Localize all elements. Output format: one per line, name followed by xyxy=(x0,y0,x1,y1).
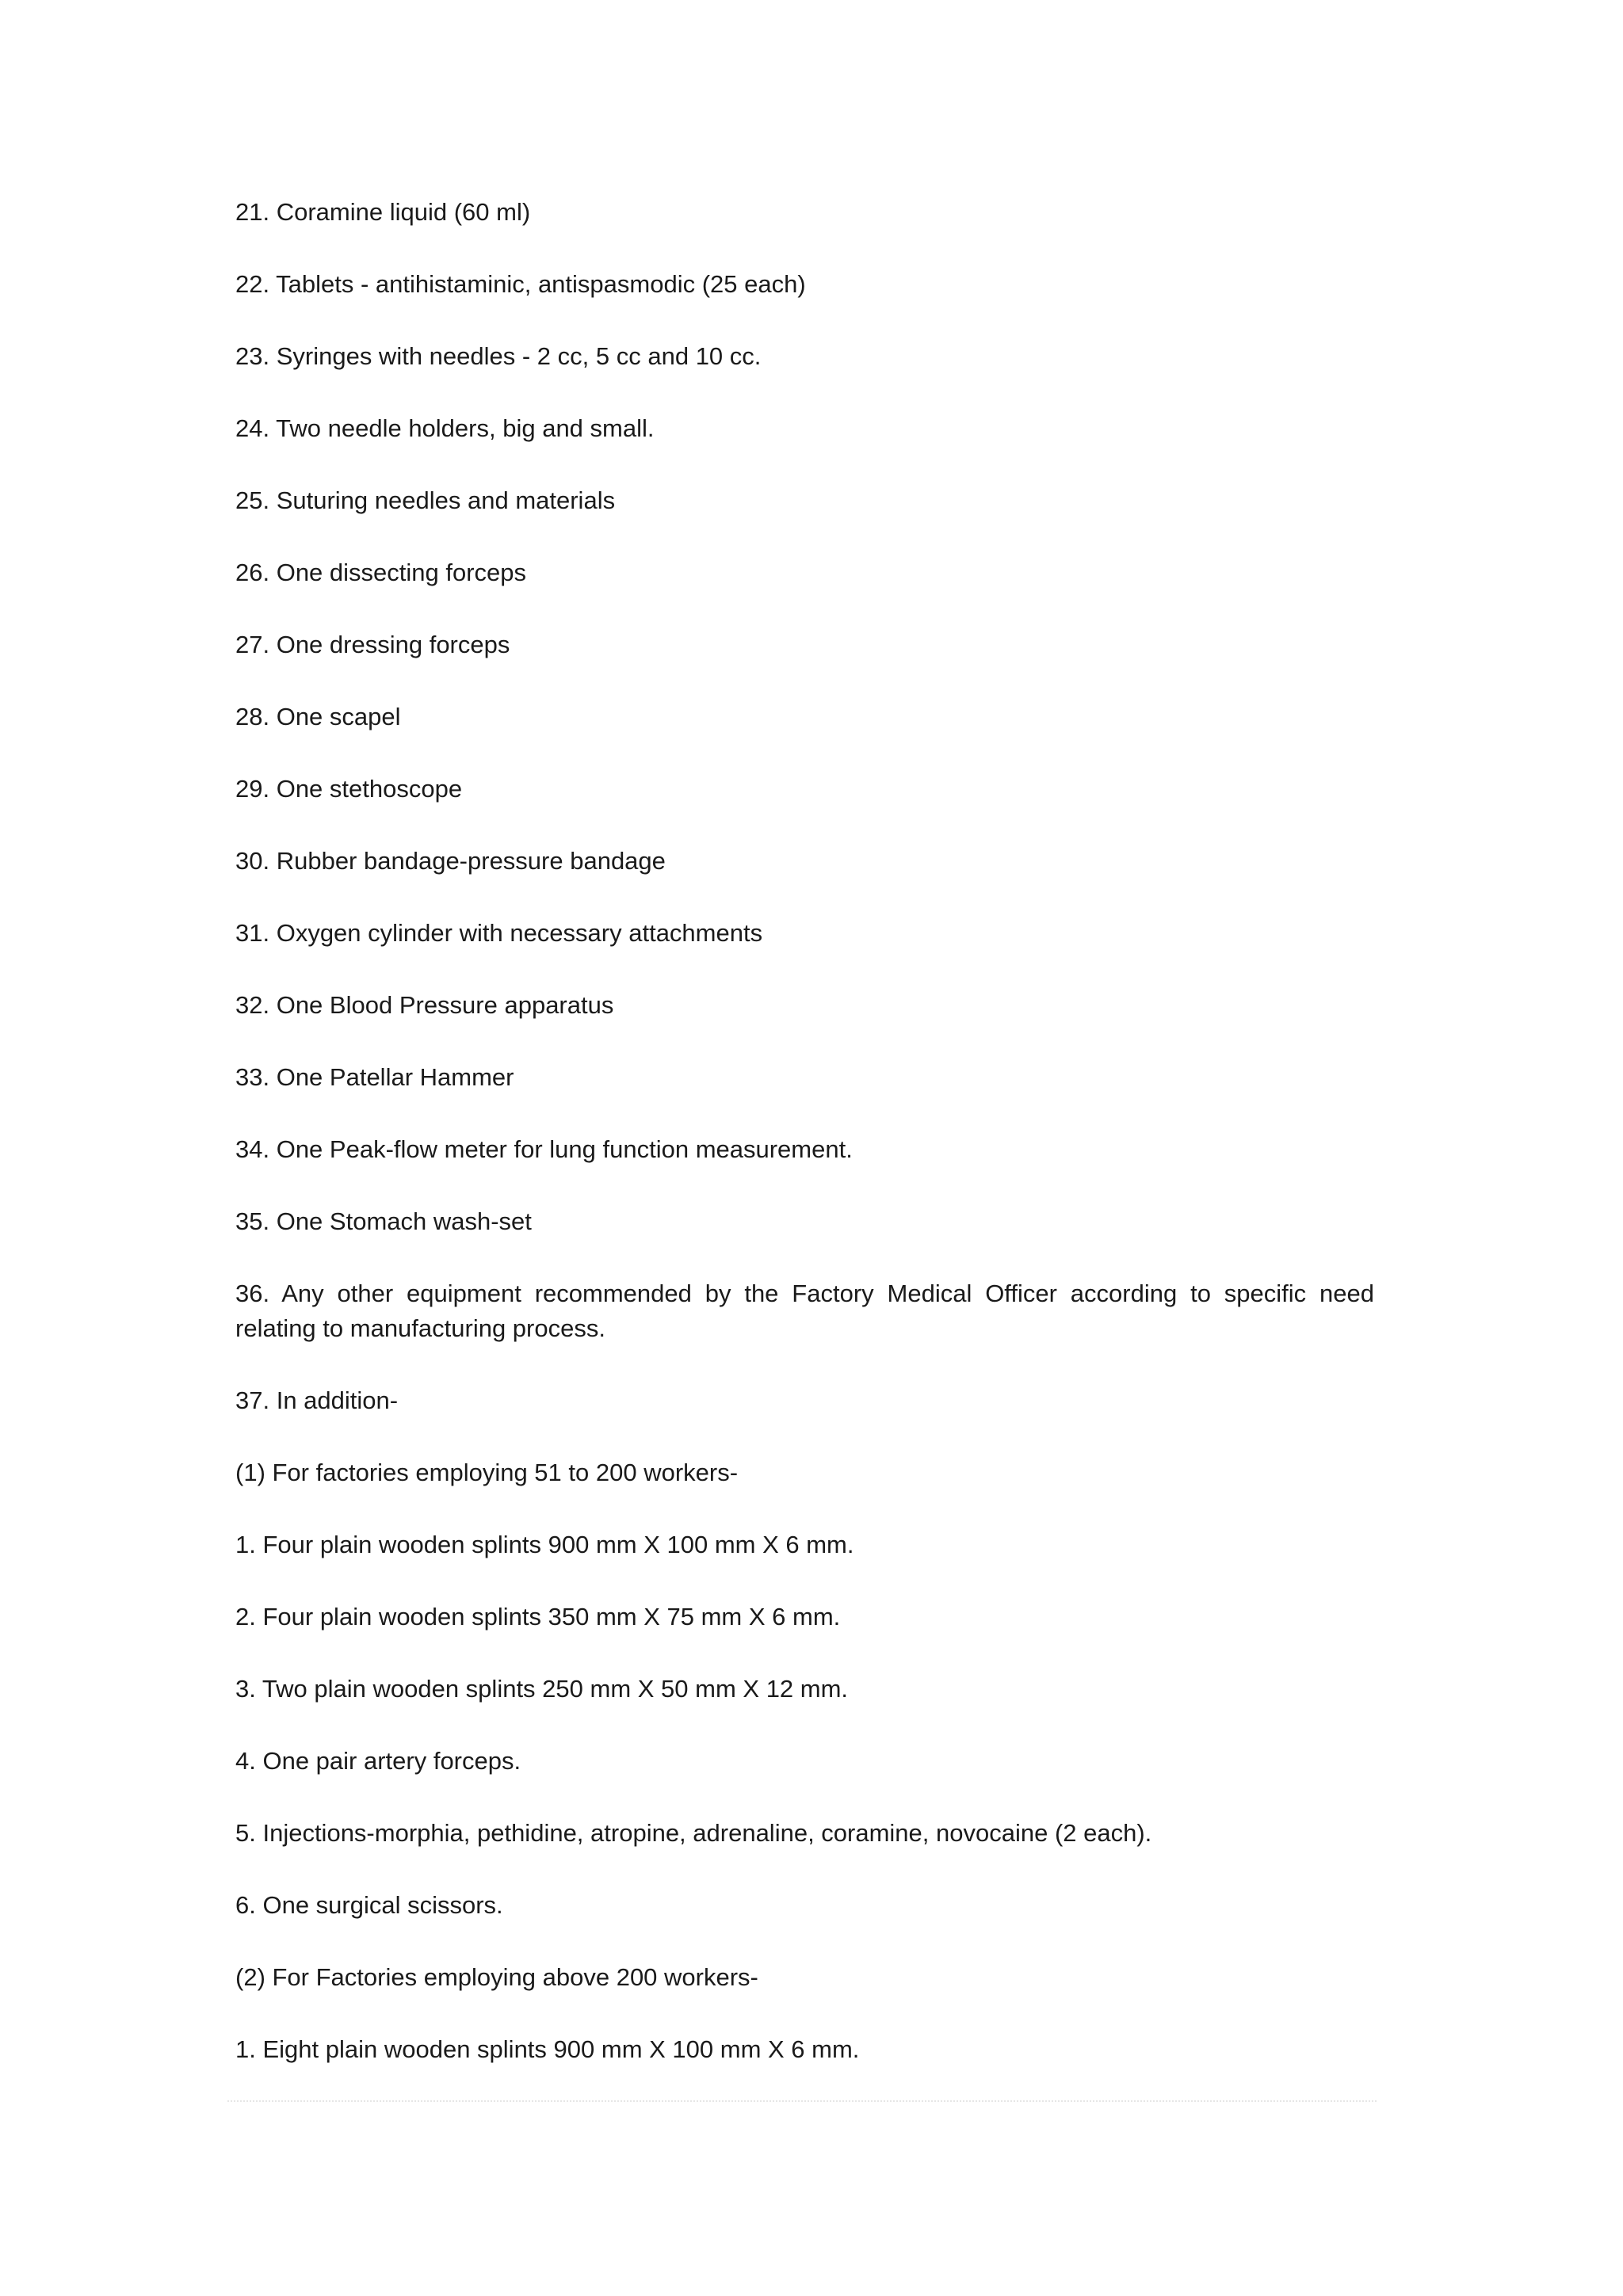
list-item: 24. Two needle holders, big and small. xyxy=(235,414,655,442)
list-item: 26. One dissecting forceps xyxy=(235,559,527,586)
list-item: 6. One surgical scissors. xyxy=(235,1891,503,1919)
list-item: 31. Oxygen cylinder with necessary attachments xyxy=(235,919,763,947)
list-item: 27. One dressing forceps xyxy=(235,631,510,658)
list-item: 33. One Patellar Hammer xyxy=(235,1063,514,1091)
section-heading: (2) For Factories employing above 200 workers- xyxy=(235,1963,758,1991)
list-item: 3. Two plain wooden splints 250 mm X 50 mm X 12 mm. xyxy=(235,1675,849,1703)
list-item: 34. One Peak-flow meter for lung function measurement. xyxy=(235,1135,853,1163)
list-item: 5. Injections-morphia, pethidine, atropine, adrenaline, coramine, novocaine (2 each). xyxy=(235,1819,1152,1847)
list-item: 32. One Blood Pressure apparatus xyxy=(235,991,614,1019)
list-item: 28. One scapel xyxy=(235,703,401,730)
list-item: 1. Four plain wooden splints 900 mm X 100 mm X 6 mm. xyxy=(235,1531,854,1558)
list-item: 23. Syringes with needles - 2 cc, 5 cc and 10 cc. xyxy=(235,342,762,370)
footer-divider xyxy=(227,2100,1377,2102)
list-item: 35. One Stomach wash-set xyxy=(235,1207,532,1235)
list-item: 36. Any other equipment recommended by the Factory Medical Officer according to specific need relating to manufacturing process. xyxy=(235,1280,1374,1342)
section-heading: (1) For factories employing 51 to 200 workers- xyxy=(235,1459,739,1486)
list-item: 4. One pair artery forceps. xyxy=(235,1747,521,1775)
document-body xyxy=(235,195,1374,2104)
list-item: 1. Eight plain wooden splints 900 mm X 100 mm X 6 mm. xyxy=(235,2035,860,2063)
list-item: 29. One stethoscope xyxy=(235,775,463,803)
list-item: 25. Suturing needles and materials xyxy=(235,486,616,514)
list-item: 22. Tablets - antihistaminic, antispasmodic (25 each) xyxy=(235,270,806,298)
list-item: 2. Four plain wooden splints 350 mm X 75 mm X 6 mm. xyxy=(235,1603,841,1630)
list-item: 37. In addition- xyxy=(235,1386,399,1414)
list-item: 21. Coramine liquid (60 ml) xyxy=(235,198,531,226)
list-item: 30. Rubber bandage-pressure bandage xyxy=(235,847,666,875)
